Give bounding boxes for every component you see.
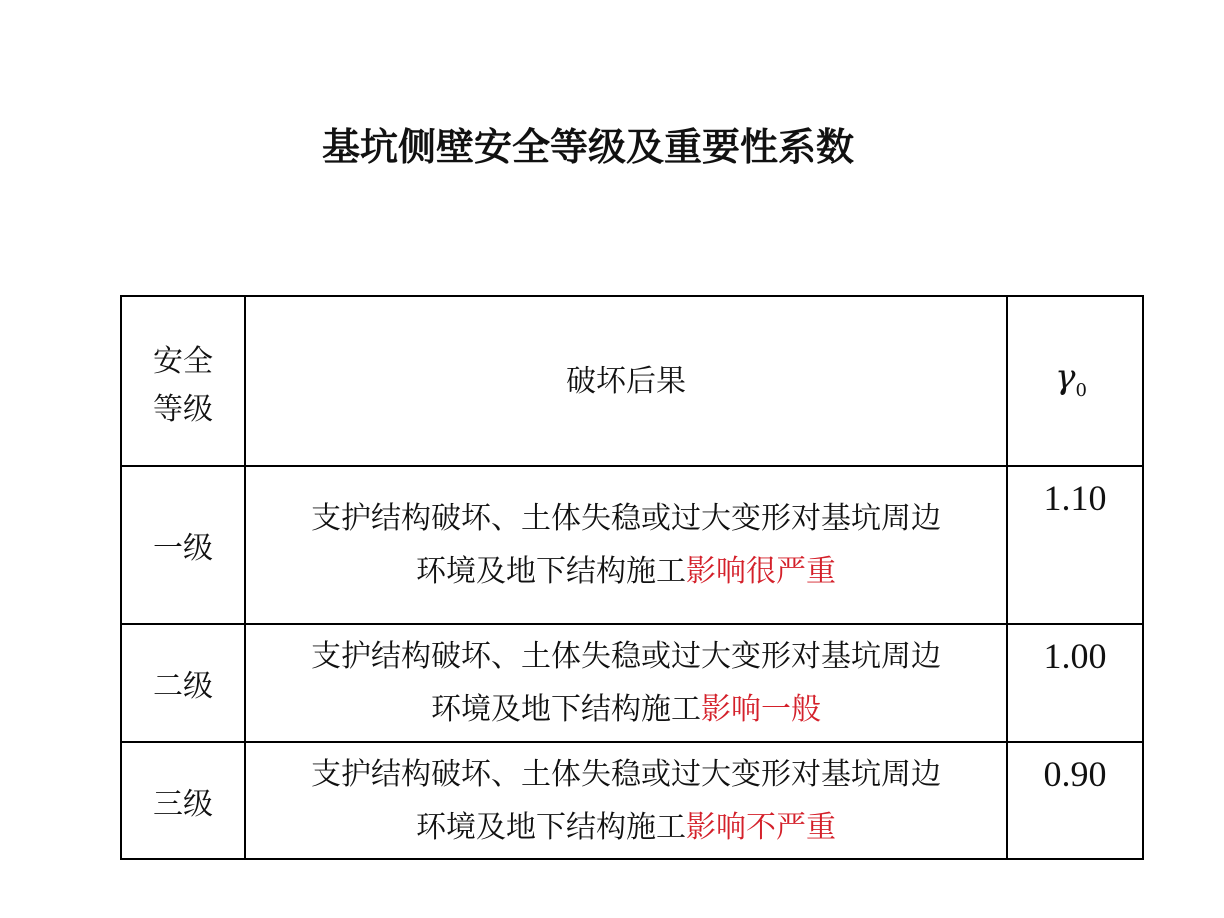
grade-cell bbox=[121, 466, 245, 624]
header-grade-cell bbox=[121, 296, 245, 466]
consequence-cell bbox=[245, 742, 1007, 859]
table-row bbox=[121, 624, 1143, 742]
header-grade-line1: 安全 bbox=[153, 344, 213, 379]
consequence-line1: 支护结构破坏、土体失稳或过大变形对基坑周边 bbox=[311, 639, 941, 674]
coefficient-cell bbox=[1007, 742, 1143, 859]
header-gamma-cell bbox=[1007, 296, 1143, 466]
consequence-emphasis: 影响一般 bbox=[701, 692, 821, 727]
consequence-line1: 支护结构破坏、土体失稳或过大变形对基坑周边 bbox=[311, 501, 941, 536]
header-consequence: 破坏后果 bbox=[566, 363, 686, 399]
consequence-line2: 环境及地下结构施工 bbox=[416, 554, 686, 589]
grade-label: 一级 bbox=[153, 531, 213, 566]
coefficient-value: 0.90 bbox=[1043, 754, 1107, 794]
coefficient-value: 1.10 bbox=[1043, 478, 1107, 518]
grade-cell bbox=[121, 742, 245, 859]
consequence-line2: 环境及地下结构施工 bbox=[416, 809, 686, 845]
grade-label: 三级 bbox=[153, 786, 213, 822]
header-grade-line2: 等级 bbox=[153, 392, 213, 427]
table-row bbox=[121, 742, 1143, 859]
consequence-cell bbox=[245, 624, 1007, 742]
coefficient-cell bbox=[1007, 624, 1143, 742]
grade-cell bbox=[121, 624, 245, 742]
consequence-emphasis: 影响很严重 bbox=[686, 554, 836, 589]
coefficient-value: 1.00 bbox=[1043, 636, 1107, 676]
safety-grade-table bbox=[120, 295, 1144, 860]
consequence-emphasis: 影响不严重 bbox=[686, 809, 836, 845]
page-title: 基坑侧壁安全等级及重要性系数 bbox=[321, 125, 854, 169]
gamma-letter: γ bbox=[1055, 357, 1076, 398]
table-header-row bbox=[121, 296, 1143, 466]
table-row bbox=[121, 466, 1143, 624]
coefficient-cell bbox=[1007, 466, 1143, 624]
consequence-line1: 支护结构破坏、土体失稳或过大变形对基坑周边 bbox=[311, 756, 941, 792]
gamma-symbol bbox=[1055, 357, 1087, 401]
gamma-subscript: 0 bbox=[1075, 379, 1087, 401]
grade-label: 二级 bbox=[153, 669, 213, 704]
header-grade bbox=[153, 328, 213, 434]
header-consequence-cell bbox=[245, 296, 1007, 466]
consequence-line2: 环境及地下结构施工 bbox=[431, 692, 701, 727]
consequence-cell bbox=[245, 466, 1007, 624]
